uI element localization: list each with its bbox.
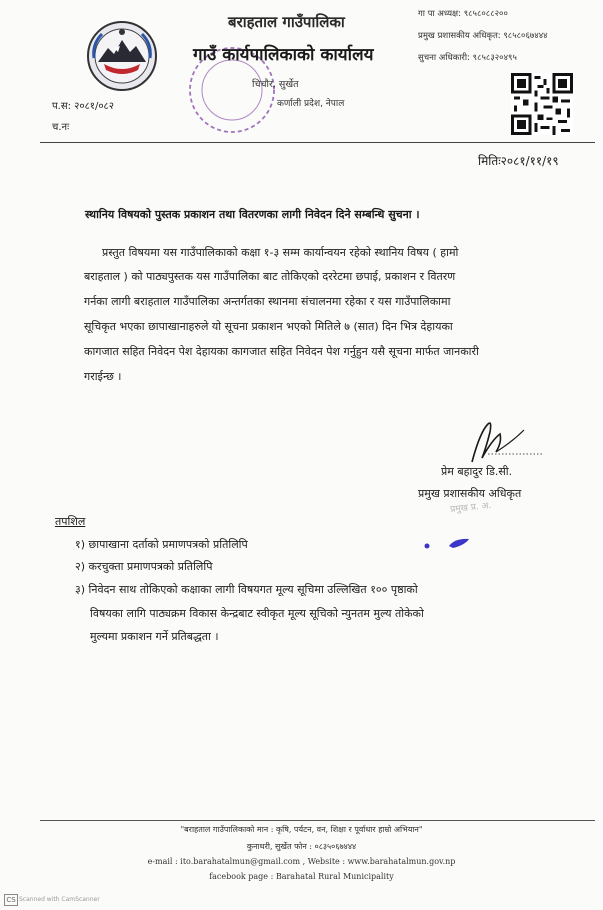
notice-subject: स्थानिय विषयको पुस्तक प्रकाशन तथा वितरणका लागी निवेदन दिने सम्बन्धि सुचना । xyxy=(85,208,420,221)
ink-mark xyxy=(447,536,473,550)
camscanner-watermark: Scanned with CamScanner xyxy=(19,896,100,903)
attachment-item: मुल्यमा प्रकाशन गर्ने प्रतिबद्धता । xyxy=(90,630,219,643)
attachment-item: १) छापाखाना दर्ताको प्रमाणपत्रको प्रतिलिपि xyxy=(75,538,248,551)
footer-email-website: e-mail : ito.barahatalmun@gmail.com , Website : www.barahatalmun.gov.np xyxy=(147,857,456,866)
contact-chairperson: गा पा अध्यक्ष: ९८५८०८८२०० xyxy=(418,9,508,19)
footer-slogan: "बराहताल गाउँपालिकाको मान : कृषि, पर्यटन, वन, शिक्षा र पूर्वाधार हाम्रो अभियान" xyxy=(180,825,423,834)
contact-info-officer: सुचना अधिकारी: ९८५८३२०४९५ xyxy=(418,53,517,63)
signatory-title: प्रमुख प्रशासकीय अधिकृत xyxy=(418,487,522,500)
signatory-name: प्रेम बहादुर डि.सी. xyxy=(441,465,513,478)
office-address: चिचौर, सुर्खेत xyxy=(252,79,299,90)
body-line: सूचिकृत भएका छापाखानाहरुले यो सूचना प्रकाशन भएको मितिले ७ (सात) दिन भित्र देहायका xyxy=(84,320,453,333)
attachment-item: २) करचुक्ता प्रमाणपत्रको प्रतिलिपि xyxy=(75,560,213,573)
office-province: कर्णाली प्रदेश, नेपाल xyxy=(277,99,345,109)
header-divider xyxy=(40,142,595,143)
body-line: गराईन्छ । xyxy=(84,370,122,383)
document-date: मितिः२०८१/११/१९ xyxy=(478,154,559,168)
faint-stamp: प्रमुख प्र. अ. xyxy=(449,500,492,516)
contact-cao: प्रमुख प्रशासकीय अधिकृत: ९८५८०६७४४४ xyxy=(418,31,548,41)
municipality-name: बराहताल गाउँपालिका xyxy=(228,13,345,31)
handwritten-signature xyxy=(452,412,542,472)
camscanner-logo: CS xyxy=(4,894,18,906)
body-line: कागजात सहित निवेदन पेश देहायका कागजात सहित निवेदन पेश गर्नुहुन यसै सूचना मार्फत जानकारी xyxy=(84,345,479,358)
attachment-item: विषयका लागि पाठ्यक्रम विकास केन्द्रबाट स्वीकृत मूल्य सूचिको न्युनतम मुल्य तोकेको xyxy=(90,607,424,620)
footer-facebook: facebook page : Barahatal Rural Municipality xyxy=(209,872,394,881)
office-name: गाउँ कार्यपालिकाको कार्यालय xyxy=(193,45,374,65)
ink-dot xyxy=(424,543,430,549)
body-line: प्रस्तुत विषयमा यस गाउँपालिकाको कक्षा १-३ सम्म कार्यान्वयन रहेको स्थानिय विषय ( हामो xyxy=(102,246,459,259)
qr-code xyxy=(511,73,573,135)
nepal-emblem-logo xyxy=(84,18,160,94)
footer-phone: कुनाथरी, सुर्खेत फोन : ०८३५०६७४४४ xyxy=(246,842,357,851)
attachment-item: ३) निवेदन साथ तोकिएको कक्षाका लागी विषयगत मूल्य सूचिमा उल्लिखित १०० पृष्ठाको xyxy=(75,583,418,596)
reference-number: प.स: २०८१/०८२ xyxy=(52,101,114,112)
dispatch-number: च.नः xyxy=(52,122,70,133)
footer-divider xyxy=(40,820,595,821)
body-line: गर्नका लागी बराहताल गाउँपालिका अन्तर्गतका स्थानमा संचालनमा रहेका र यस गाउँपालिकामा xyxy=(84,295,451,308)
attachments-heading: तपशिल xyxy=(55,515,86,528)
body-line: बराहताल ) को पाठ्यपुस्तक यस गाउँपालिका बाट तोकिएको दररेटमा छपाई, प्रकाशन र वितरण xyxy=(84,270,456,283)
